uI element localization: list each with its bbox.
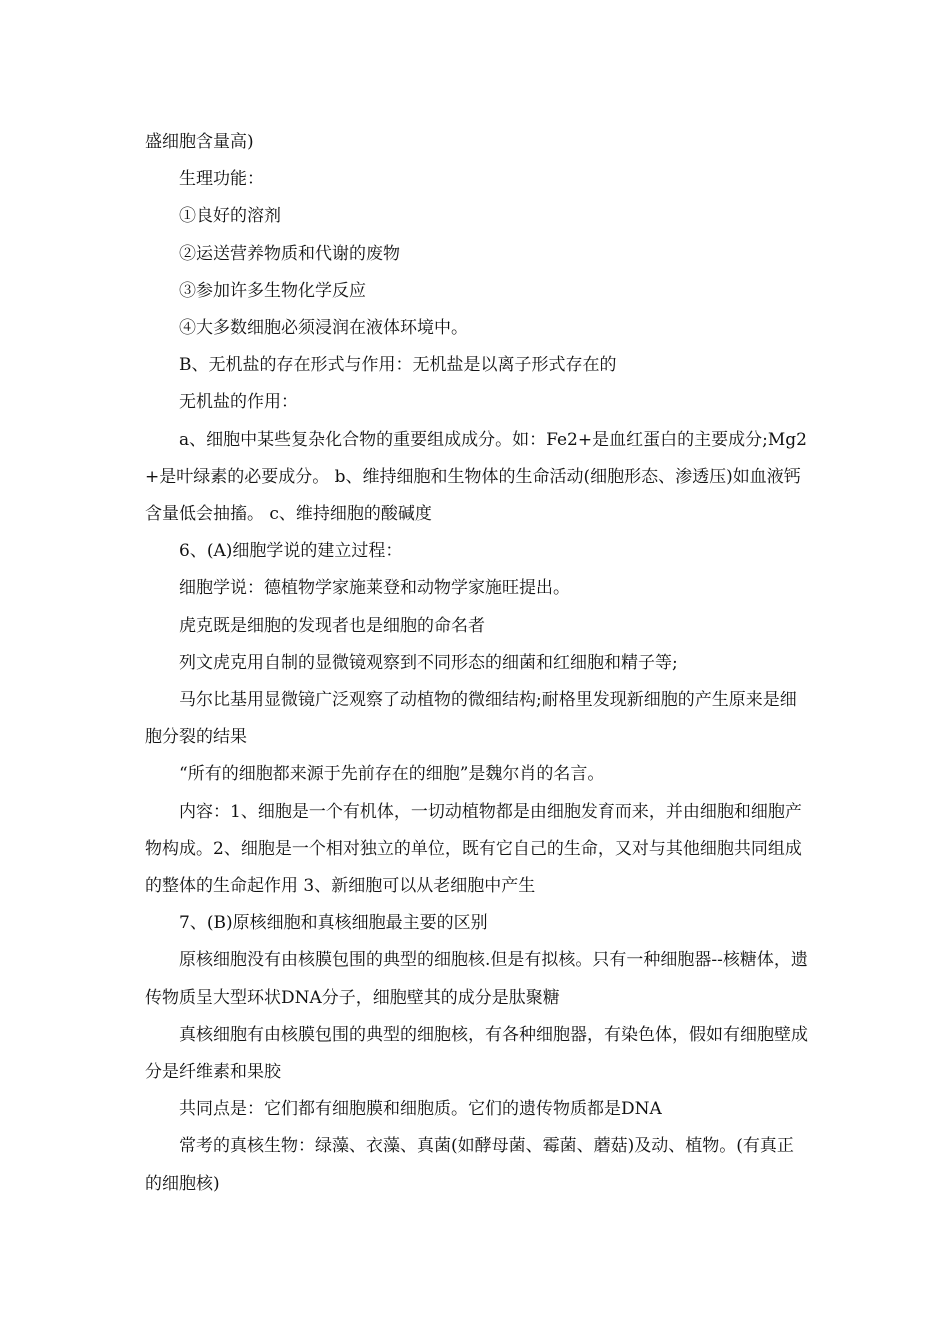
- paragraph-10: 6、(A)细胞学说的建立过程：: [179, 541, 403, 562]
- paragraph-20: 共同点是：它们都有细胞膜和细胞质。它们的遗传物质都是DNA: [179, 1099, 662, 1120]
- paragraph-4: ②运送营养物质和代谢的废物: [179, 243, 400, 264]
- paragraph-18: 原核细胞没有由核膜包围的典型的细胞核.但是有拟核。只有一种细胞器--核糖体，遗传物质呈大型环状DNA分子，细胞壁其的成分是肽聚糖: [145, 950, 808, 1008]
- paragraph-9: a、细胞中某些复杂化合物的重要组成成分。如：Fe2+是血红蛋白的主要成分;Mg2+是叶绿素的必要成分。 b、维持细胞和生物体的生命活动(细胞形态、渗透压)如血液钙含量低会抽搐。 c、维持细胞的酸碱度: [145, 429, 807, 525]
- paragraph-2: 生理功能：: [179, 169, 264, 190]
- paragraph-14: 马尔比基用显微镜广泛观察了动植物的微细结构;耐格里发现新细胞的产生原来是细胞分裂的结果: [145, 690, 797, 748]
- paragraph-1: 盛细胞含量高): [145, 132, 254, 152]
- paragraph-11: 细胞学说：德植物学家施莱登和动物学家施旺提出。: [179, 578, 570, 599]
- paragraph-21: 常考的真核生物：绿藻、衣藻、真菌(如酵母菌、霉菌、蘑菇)及动、植物。(有真正的细胞核): [145, 1136, 794, 1194]
- paragraph-7: B、无机盐的存在形式与作用：无机盐是以离子形式存在的: [179, 355, 617, 376]
- document-body: [145, 124, 810, 1203]
- paragraph-5: ③参加许多生物化学反应: [179, 280, 366, 301]
- paragraph-8: 无机盐的作用：: [179, 392, 298, 413]
- paragraph-6: ④大多数细胞必须浸润在液体环境中。: [179, 318, 468, 339]
- paragraph-16: 内容：1、细胞是一个有机体，一切动植物都是由细胞发育而来，并由细胞和细胞产物构成。2、细胞是一个相对独立的单位，既有它自己的生命，又对与其他细胞共同组成的整体的生命起作用 3、新细胞可以从老细胞中产生: [145, 801, 802, 897]
- paragraph-15: “所有的细胞都来源于先前存在的细胞”是魏尔肖的名言。: [179, 764, 605, 785]
- paragraph-17: 7、(B)原核细胞和真核细胞最主要的区别: [179, 913, 488, 934]
- paragraph-12: 虎克既是细胞的发现者也是细胞的命名者: [179, 615, 485, 636]
- paragraph-13: 列文虎克用自制的显微镜观察到不同形态的细菌和红细胞和精子等;: [179, 652, 678, 673]
- paragraph-3: ①良好的溶剂: [179, 206, 281, 227]
- paragraph-19: 真核细胞有由核膜包围的典型的细胞核，有各种细胞器，有染色体，假如有细胞壁成分是纤维素和果胶: [145, 1024, 808, 1083]
